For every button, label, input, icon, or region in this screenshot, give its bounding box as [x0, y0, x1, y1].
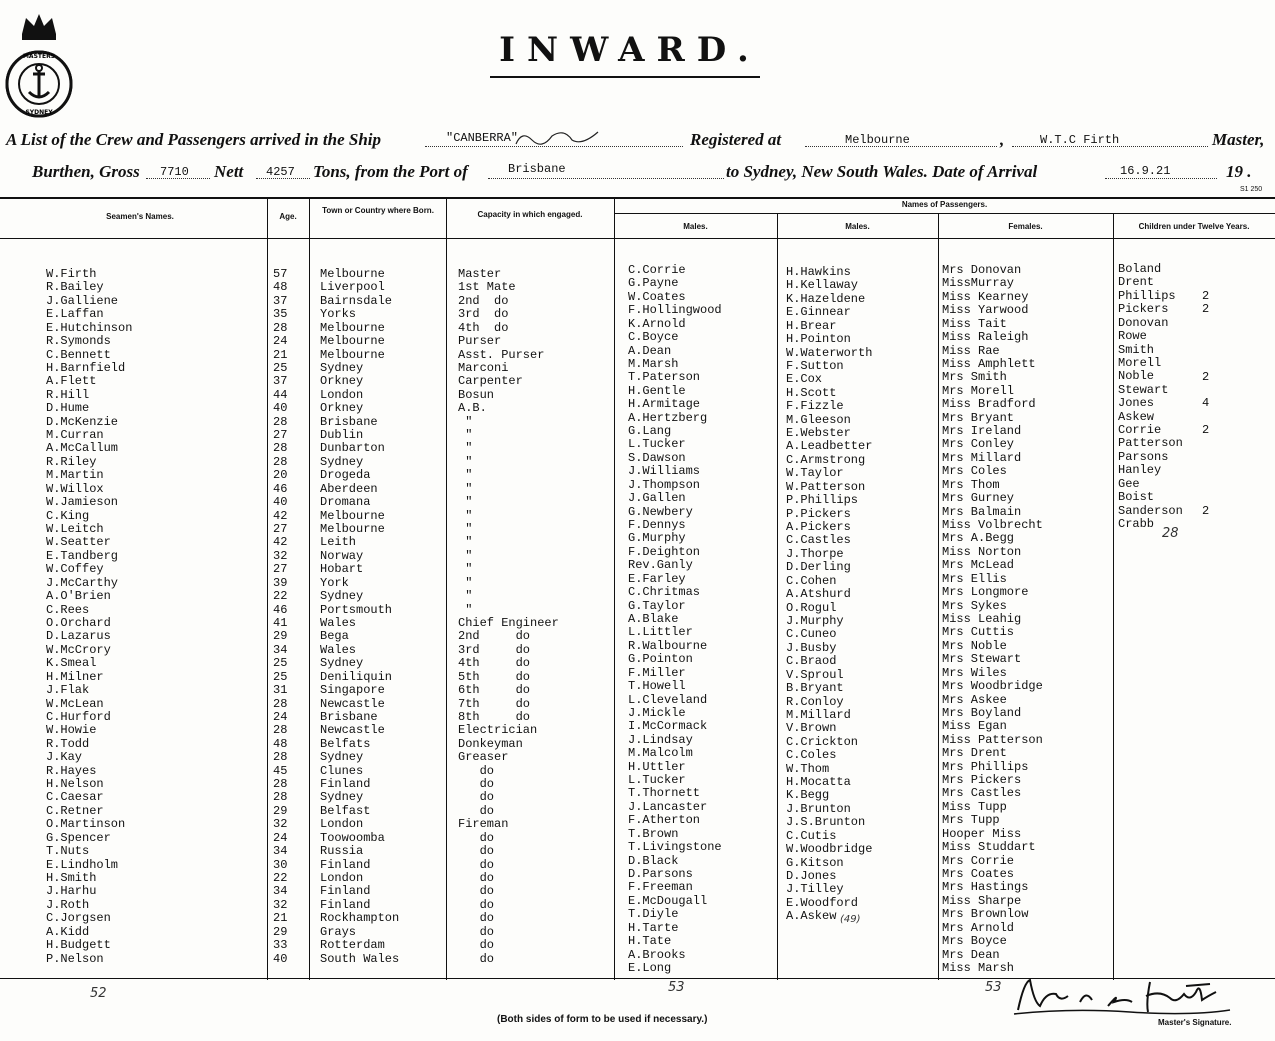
master-signature — [1010, 972, 1240, 1018]
port-line — [488, 178, 724, 179]
crew-total: 52 — [90, 986, 107, 1001]
gross-tons: 7710 — [160, 165, 189, 179]
children-column: Boland Drent Phillips Pickers Donovan Rowe Smith Morell Noble Stewart Jones Askew Corrie Patterson Parsons Hanley Gee Boist Sanderson Crabb — [1118, 262, 1183, 532]
footer-note: (Both sides of form to be used if necessary.) — [497, 1014, 708, 1025]
arrival-line — [1105, 178, 1217, 179]
header-females: Females. — [1008, 222, 1043, 231]
from-port-label: Tons, from the Port of — [313, 162, 468, 181]
ship-name-scribble — [512, 126, 602, 150]
list-label: A List of the Crew and Passengers arrived in the Ship — [6, 130, 381, 149]
header-born: Town or Country where Born. — [322, 206, 434, 215]
males-2-total: (49) — [840, 914, 861, 925]
title-underline — [490, 76, 760, 78]
svg-text:SYDNEY: SYDNEY — [25, 109, 53, 116]
col-rule-2 — [309, 198, 310, 980]
capacity-column: Master 1st Mate 2nd do 3rd do 4th do Purser Asst. Purser Marconi Carpenter Bosun A.B. " " " " " " " " " " " " " " " Chief Engineer 2nd do 3rd do 4th do 5th do 6th do 7th do 8th do Electrician Donkeyman Greaser do do do do Fireman do do do do do do do do do do — [458, 267, 559, 966]
birthplaces-column: Melbourne Liverpool Bairnsdale Yorks Melbourne Melbourne Melbourne Sydney Orkney London Orkney Brisbane Dublin Dunbarton Sydney Drogeda Aberdeen Dromana Melbourne Melbourne Leith Norway Hobart York Sydney Portsmouth Wales Bega Wales Sydney Deniliquin Singapore Newcastle Brisbane Newcastle Belfats Sydney Clunes Finland Sydney Belfast London Toowoomba Russia Finland London Finland Finland Rockhampton Grays Rotterdam South Wales — [320, 267, 400, 966]
destination-label: to Sydney, New South Wales. Date of Arrival — [726, 162, 1038, 181]
ages-column: 57 48 37 35 28 24 21 25 37 44 40 28 27 28 28 20 46 40 42 27 42 32 27 39 22 46 41 29 34 25 25 31 28 24 28 48 28 45 28 28 29 32 24 34 30 22 34 32 21 29 33 40 — [273, 267, 288, 966]
master-label: Master, — [1212, 130, 1265, 149]
registered-at: Melbourne — [845, 133, 910, 147]
seamen-names-column: W.Firth R.Bailey J.Galliene E.Laffan E.Hutchinson R.Symonds C.Bennett H.Barnfield A.Flett R.Hill D.Hume D.McKenzie M.Curran A.McCallum R.Riley M.Martin W.Willox W.Jamieson C.King W.Leitch W.Seatter E.Tandberg W.Coffey J.McCarthy A.O'Brien C.Rees O.Orchard D.Lazarus W.McCrory K.Smeal H.Milner J.Flak W.McLean C.Hurford W.Howie R.Todd J.Kay R.Hayes H.Nelson C.Caesar C.Retner O.Martinson G.Spencer T.Nuts E.Lindholm H.Smith J.Harhu J.Roth C.Jorgsen A.Kidd H.Budgett P.Nelson — [46, 267, 133, 966]
header-males-2: Males. — [845, 222, 870, 231]
seal-logo — [4, 6, 74, 124]
col-rule-1 — [267, 198, 268, 980]
ship-name: "CANBERRA" — [446, 131, 519, 145]
header-children: Children under Twelve Years. — [1138, 222, 1250, 231]
master-name: W.T.C Firth — [1040, 133, 1120, 147]
nett-tons: 4257 — [266, 165, 295, 179]
females-total: 53 — [985, 980, 1002, 995]
header-capacity: Capacity in which engaged. — [477, 210, 583, 219]
svg-text:MASTERS: MASTERS — [22, 53, 56, 60]
col-rule-7 — [1113, 213, 1114, 980]
children-total: 28 — [1162, 526, 1179, 541]
female-passengers-column: Mrs Donovan MissMurray Miss Kearney Miss Yarwood Miss Tait Miss Raleigh Miss Rae Miss Amphlett Mrs Smith Mrs Morell Miss Bradford Mrs Bryant Mrs Ireland Mrs Conley Mrs Millard Mrs Coles Mrs Thom Mrs Gurney Mrs Balmain Miss Volbrecht Mrs A.Begg Miss Norton Mrs McLead Mrs Ellis Mrs Longmore Mrs Sykes Miss Leahig Mrs Cuttis Mrs Noble Mrs Stewart Mrs Wiles Mrs Woodbridge Mrs Askee Mrs Boyland Miss Egan Miss Patterson Mrs Drent Mrs Phillips Mrs Pickers Mrs Castles Miss Tupp Mrs Tupp Hooper Miss Miss Studdart Mrs Corrie Mrs Coates Mrs Hastings Miss Sharpe Mrs Brownlow Mrs Arnold Mrs Boyce Mrs Dean Miss Marsh — [942, 263, 1043, 975]
year-suffix: 19 . — [1226, 162, 1252, 181]
registered-label: Registered at — [690, 130, 782, 149]
burthen-label: Burthen, Gross — [32, 162, 140, 181]
passenger-subheader-rule — [614, 213, 1275, 214]
arrival-date: 16.9.21 — [1120, 164, 1171, 178]
header-seamen-names: Seamen's Names. — [106, 212, 174, 221]
table-top-rule — [0, 197, 1275, 199]
page-title: INWARD. — [499, 30, 761, 70]
male-passengers-column-1: C.Corrie G.Payne W.Coates F.Hollingwood K.Arnold C.Boyce A.Dean M.Marsh T.Paterson H.Gentle H.Armitage A.Hertzberg G.Lang L.Tucker S.Dawson J.Williams J.Thompson J.Gallen G.Newbery F.Dennys G.Murphy F.Deighton Rev.Ganly E.Farley C.Chritmas G.Taylor A.Blake L.Littler R.Walbourne G.Pointon F.Miller T.Howell L.Cleveland J.Mickle I.McCormack J.Lindsay M.Malcolm H.Uttler L.Tucker T.Thornett J.Lancaster F.Atherton T.Brown T.Livingstone D.Black D.Parsons F.Freeman E.McDougall T.Diyle H.Tarte H.Tate A.Brooks E.Long — [628, 263, 722, 975]
children-counts-column: 2 2 2 4 2 2 — [1202, 289, 1210, 518]
col-rule-6 — [938, 213, 939, 980]
col-rule-3 — [446, 198, 447, 980]
col-rule-4 — [614, 198, 615, 980]
comma: , — [1000, 130, 1005, 149]
table-header-rule — [0, 238, 1275, 239]
header-age: Age. — [279, 212, 297, 221]
males-1-total: 53 — [668, 980, 685, 995]
port-of-origin: Brisbane — [508, 162, 566, 176]
header-passengers: Names of Passengers. — [901, 200, 988, 209]
col-rule-5 — [777, 213, 778, 980]
header-males-1: Males. — [683, 222, 708, 231]
nett-label: Nett — [214, 162, 244, 181]
signature-label: Master's Signature. — [1158, 1018, 1232, 1027]
form-number: S1 250 — [1240, 186, 1263, 193]
male-passengers-column-2: H.Hawkins H.Kellaway K.Hazeldene E.Ginnear H.Brear H.Pointon W.Waterworth F.Sutton E.Cox H.Scott F.Fizzle M.Gleeson E.Webster A.Leadbetter C.Armstrong W.Taylor W.Patterson P.Phillips P.Pickers A.Pickers C.Castles J.Thorpe D.Derling C.Cohen A.Atshurd O.Rogul J.Murphy C.Cuneo J.Busby C.Braod V.Sproul B.Bryant R.Conloy M.Millard V.Brown C.Crickton C.Coles W.Thom H.Mocatta K.Begg J.Brunton J.S.Brunton C.Cutis W.Woodbridge G.Kitson D.Jones J.Tilley E.Woodford A.Askew — [786, 265, 873, 924]
